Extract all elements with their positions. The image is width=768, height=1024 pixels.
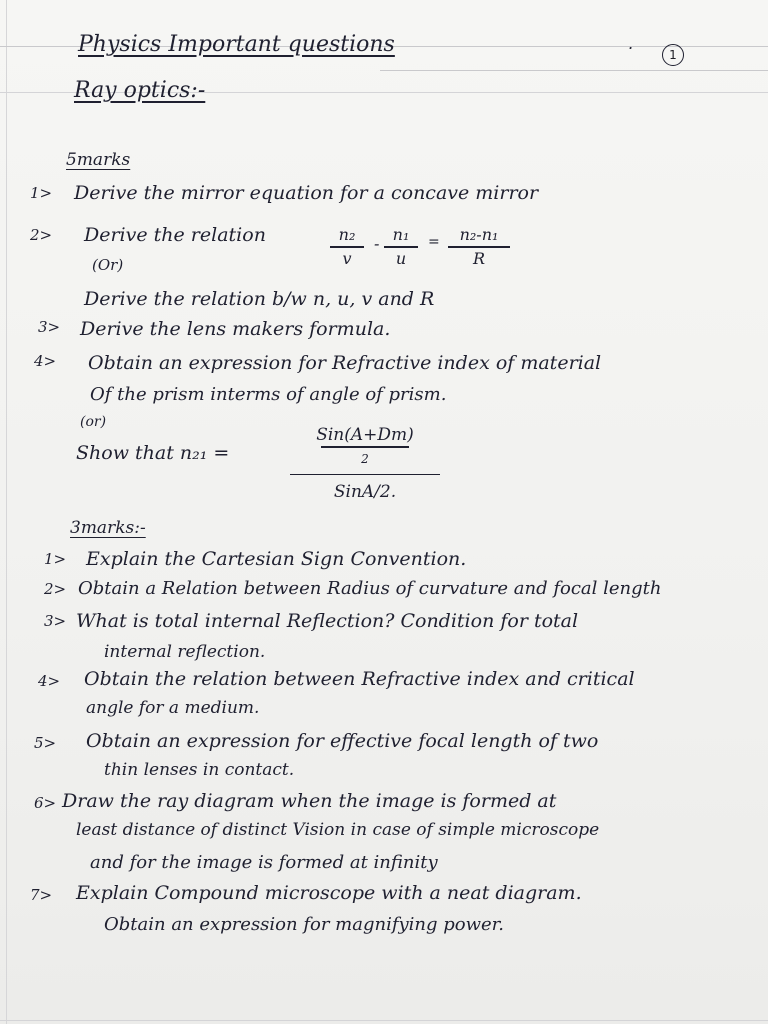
page-number: 1 xyxy=(662,44,684,66)
fraction xyxy=(290,426,440,501)
question-text: Derive the mirror equation for a concave mirror xyxy=(74,182,539,204)
question-text: Obtain an expression for magnifying power. xyxy=(104,914,505,935)
chapter-heading: Ray optics:- xyxy=(74,78,206,103)
question-number: 4> xyxy=(34,352,57,370)
fraction xyxy=(448,226,510,268)
fraction xyxy=(330,226,364,268)
question-text: Obtain a Relation between Radius of curvature and focal length xyxy=(78,578,662,599)
fraction-denominator: u xyxy=(395,248,407,268)
question-number: 7> xyxy=(30,886,53,904)
fraction-numerator: n₁ xyxy=(392,225,410,244)
question-number: 3> xyxy=(44,612,67,630)
question-text: Obtain an expression for Refractive index of material xyxy=(88,352,602,374)
question-text: Derive the relation xyxy=(84,224,266,246)
fraction-numerator: n₂ xyxy=(338,225,356,244)
question-number: 4> xyxy=(38,672,61,690)
fraction-bar xyxy=(384,246,418,248)
operator: - xyxy=(374,234,380,253)
three-marks-heading: 3marks:- xyxy=(70,518,146,538)
question-number: 3> xyxy=(38,318,61,336)
question-text: least distance of distinct Vision in case of simple microscope xyxy=(76,820,600,840)
question-text: Obtain an expression for effective focal length of two xyxy=(86,730,599,752)
question-text: internal reflection. xyxy=(104,642,266,662)
question-text: Derive the lens makers formula. xyxy=(80,318,391,340)
fraction-denominator: v xyxy=(342,248,352,268)
question-number: 1> xyxy=(44,550,67,568)
question-text: angle for a medium. xyxy=(86,698,260,718)
question-text: Obtain the relation between Refractive index and critical xyxy=(84,668,635,690)
fraction-numerator: Sin(A+Dm) xyxy=(316,425,414,445)
fraction-numerator: n₂-n₁ xyxy=(459,225,499,244)
ruled-line xyxy=(0,1020,768,1021)
question-text: Draw the ray diagram when the image is formed at xyxy=(62,790,557,812)
fraction-bar xyxy=(321,446,409,448)
question-text: What is total internal Reflection? Condition for total xyxy=(76,610,579,632)
question-number: 5> xyxy=(34,734,57,752)
fraction-bar xyxy=(448,246,510,248)
question-text: Explain Compound microscope with a neat diagram. xyxy=(76,882,582,904)
question-number: 1> xyxy=(30,184,53,202)
page-title: Physics Important questions xyxy=(78,32,395,57)
question-text: Of the prism interms of angle of prism. xyxy=(90,384,447,405)
five-marks-heading: 5marks xyxy=(66,150,131,170)
question-number: 6> xyxy=(34,794,57,812)
fraction-denominator: R xyxy=(472,248,486,268)
operator: = xyxy=(428,234,440,250)
or-label: (Or) xyxy=(92,256,124,274)
fraction xyxy=(384,226,418,268)
question-text: thin lenses in contact. xyxy=(104,760,295,780)
question-number: 2> xyxy=(30,226,53,244)
question-text: Show that n₂₁ = xyxy=(76,442,230,464)
fraction-bar xyxy=(290,474,440,476)
margin-line xyxy=(6,0,7,1024)
question-number: 2> xyxy=(44,580,67,598)
fraction-bar xyxy=(330,246,364,248)
ruled-line xyxy=(380,70,768,71)
question-text: and for the image is formed at infinity xyxy=(90,852,438,873)
or-label: (or) xyxy=(80,414,107,430)
question-text: Derive the relation b/w n, u, v and R xyxy=(84,288,435,310)
header-dot: . xyxy=(628,34,634,53)
question-text: Explain the Cartesian Sign Convention. xyxy=(86,548,467,570)
fraction-denominator: 2 xyxy=(361,451,369,466)
fraction-denominator: SinA/2. xyxy=(333,482,397,502)
